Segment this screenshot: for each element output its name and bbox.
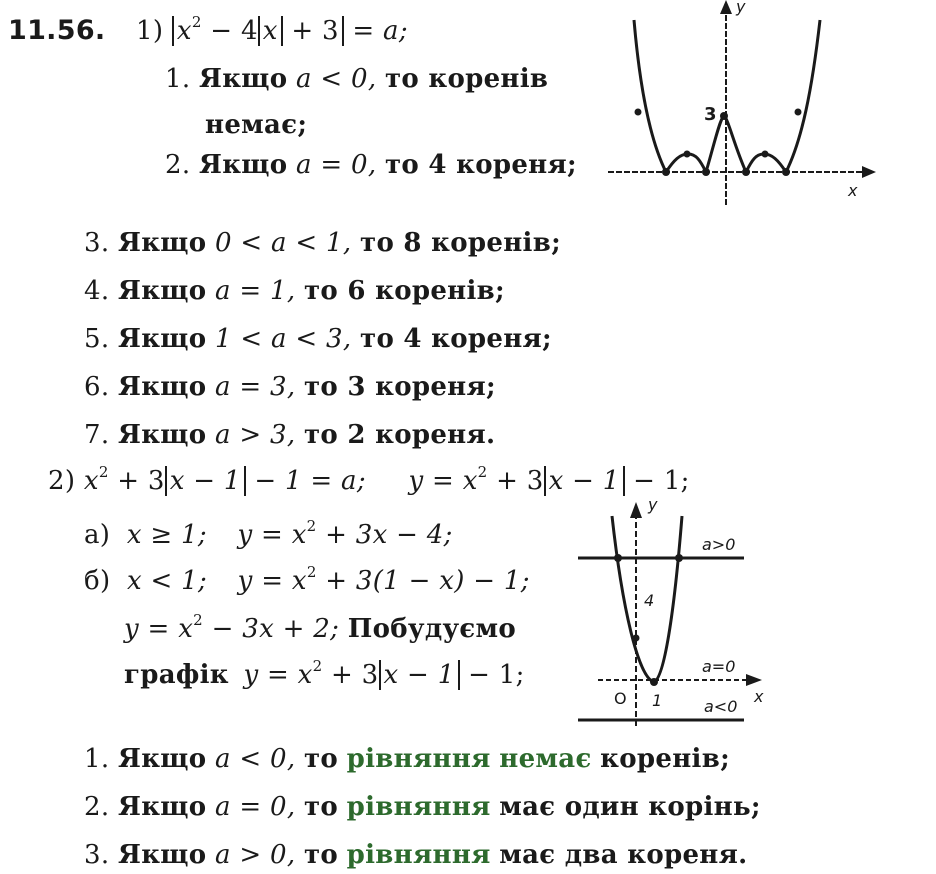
graph-part1 [600, 0, 880, 210]
case-6: 6. Якщо a = 3, то 3 кореня; [84, 372, 496, 402]
tick-label-4: 4 [644, 591, 655, 610]
part2-header: 2) $x^2 + 3$ x − 1 − 1 = a; $y = x^2 + 3$ x − 1 − 1; [48, 463, 690, 496]
tick-label-3: 3 [704, 104, 717, 125]
x-axis-arrow-icon [862, 166, 876, 178]
label-a-positive: a>0 [702, 535, 736, 554]
part1-equation-abs: $x^2 - 4$ x + 3 [172, 16, 344, 46]
point [720, 112, 728, 120]
origin-label: O [614, 689, 627, 708]
conclusion-1: 1. Якщо a < 0, то рівняння немає коренів; [84, 744, 730, 774]
point [650, 678, 658, 686]
point [684, 151, 691, 158]
point [762, 151, 769, 158]
point [702, 168, 710, 176]
part1-label: 1) [136, 16, 164, 46]
y-axis-arrow-icon [720, 0, 732, 14]
point [633, 635, 640, 642]
case-1: 1. Якщо a < 0, то коренів [165, 64, 549, 94]
x-axis-arrow-icon [746, 674, 762, 686]
graph-line: графік $y = x^2 + 3$ x − 1 − 1; [124, 657, 525, 690]
problem-number: 11.56. [8, 15, 106, 46]
case-2: 2. Якщо a = 0, то 4 кореня; [165, 150, 577, 180]
label-a-negative: a<0 [704, 697, 738, 716]
case-7: 7. Якщо a > 3, то 2 кореня. [84, 420, 496, 450]
point [742, 168, 750, 176]
point [635, 109, 642, 116]
case-4: 4. Якщо a = 1, то 6 коренів; [84, 276, 505, 306]
part2-label: 2) [48, 466, 76, 496]
case-5: 5. Якщо 1 < a < 3, то 4 кореня; [84, 324, 552, 354]
x-axis-label: x [754, 687, 764, 706]
y-axis-label: y [648, 495, 658, 514]
x-axis-label: x [848, 181, 858, 200]
problem-header: 11.56. 1) $x^2 - 4$ x + 3 = a; [8, 13, 408, 46]
conclusion-2: 2. Якщо a = 0, то рівняння має один корінь; [84, 792, 761, 822]
case-1-continuation: немає; [205, 110, 308, 140]
point [614, 554, 622, 562]
y-axis-arrow-icon [630, 502, 642, 518]
label-a-zero: a=0 [702, 657, 736, 676]
point [795, 109, 802, 116]
point [662, 168, 670, 176]
tick-label-1: 1 [652, 691, 663, 710]
case-b: б) x < 1; $y = x^2 + 3(1 - x) - 1$; [84, 563, 530, 596]
case-3: 3. Якщо 0 < a < 1, то 8 коренів; [84, 228, 561, 258]
point [675, 554, 683, 562]
point [782, 168, 790, 176]
y-axis-label: y [736, 0, 746, 16]
conclusion-3: 3. Якщо a > 0, то рівняння має два кореня. [84, 840, 748, 870]
case-a: а) x ≥ 1; $y = x^2 + 3x - 4$; [84, 517, 453, 550]
graph-part2 [578, 496, 778, 726]
simplified-line: $y = x^2 - 3x + 2$; Побудуємо [124, 611, 517, 644]
